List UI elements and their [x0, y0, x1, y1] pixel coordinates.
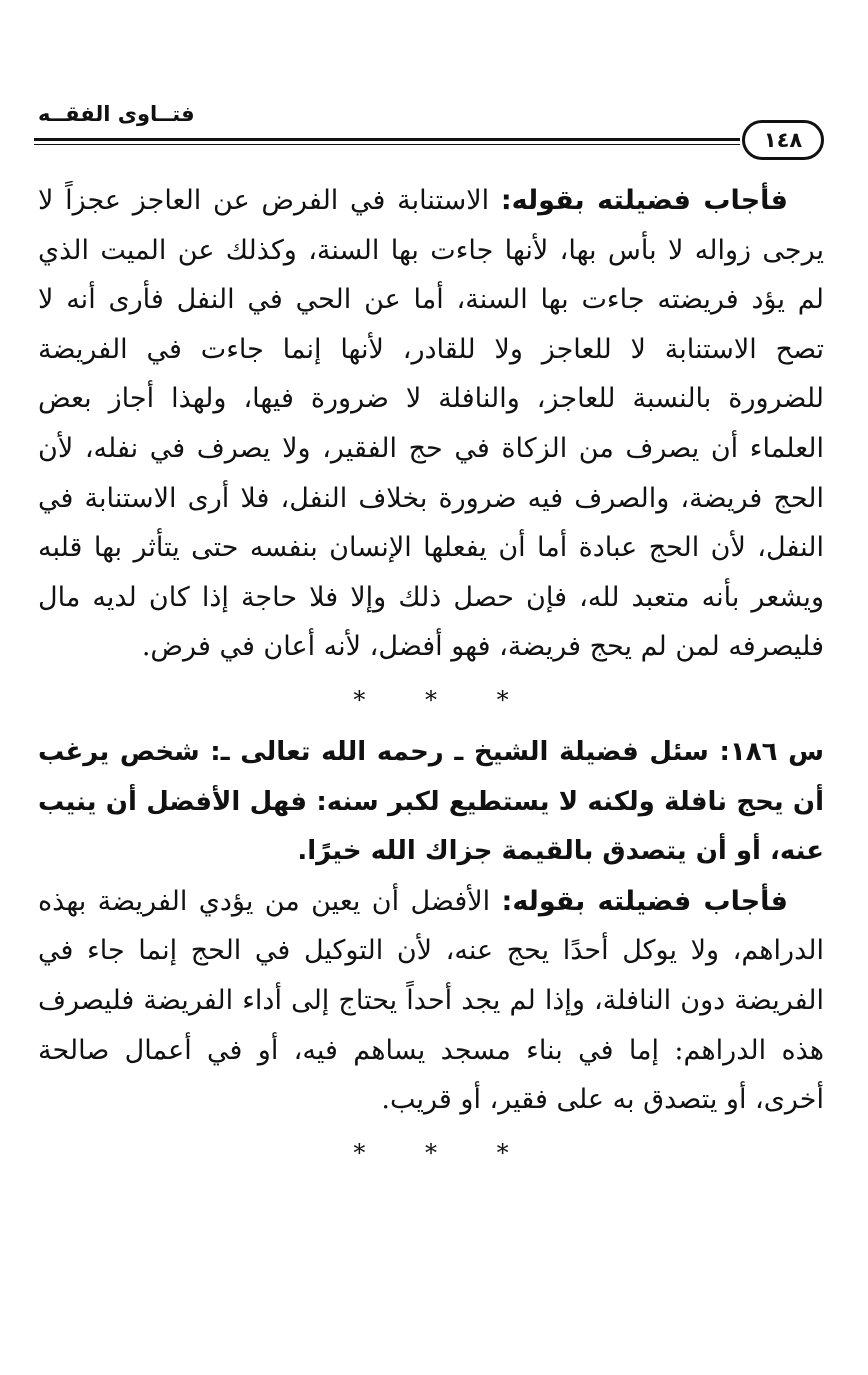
page-header [34, 96, 824, 156]
header-rule [34, 138, 740, 141]
answer-lead-2: فأجاب فضيلته بقوله: [501, 885, 788, 917]
answer-lead: فأجاب فضيلته بقوله: [500, 185, 788, 216]
section-separator: * * * [353, 685, 535, 714]
answer-paragraph-2 [38, 877, 824, 1125]
running-title: فتــاوى الفقــه [38, 102, 195, 126]
page-body [38, 176, 824, 1181]
section-separator-2: * * * [353, 1138, 535, 1167]
question-text: سئل فضيلة الشيخ ـ رحمه الله تعالى ـ: شخص يرغب أن يحج نافلة ولكنه لا يستطيع لكبر سنه: فهل الأفضل أن ينيب عنه، أو أن يتصدق بالقيمة جزاك الله خيرًا. [38, 736, 824, 867]
header-rule-thin [34, 144, 740, 145]
answer-text: الاستنابة في الفرض عن العاجز عجزاً لا يرجى زواله لا بأس بها، لأنها جاءت بها السنة، وكذلك عن الميت الذي لم يؤد فريضته جاءت بها السنة، أما عن الحي في النفل فأرى أنه لا تصح الاستنابة لا للعاجز ولا للقادر، لأنها إنما جاءت في الفريضة للضرورة بالنسبة للعاجز، والنافلة لا ضرورة فيها، ولهذا أجاز بعض العلماء أن يصرف من الزكاة في حج الفقير، ولا يصرف في نفله، لأن الحج فريضة، والصرف فيه ضرورة بخلاف النفل، فلا أرى الاستنابة في النفل، لأن الحج عبادة أما أن يفعلها الإنسان بنفسه حتى يتأثر بها قلبه ويشعر بأنه متعبد لله، فإن حصل ذلك وإلا فلا حاجة إذا كان لديه مال فليصرفه لمن لم يحج فريضة، فهو أفضل، لأنه أعان في فرض. [38, 185, 824, 663]
answer-text-2: الأفضل أن يعين من يؤدي الفريضة بهذه الدراهم، ولا يوكل أحدًا يحج عنه، لأن التوكيل في الحج إنما جاء في الفريضة دون النافلة، وإذا لم يجد أحداً يحتاج إلى أداء الفريضة فليصرف هذه الدراهم: إما في بناء مسجد يساهم فيه، أو في أعمال صالحة أخرى، أو يتصدق به على فقير، أو قريب. [38, 885, 825, 1116]
question-number: س ١٨٦: [719, 736, 824, 767]
question-paragraph [38, 728, 824, 877]
answer-paragraph [38, 176, 824, 672]
page-number: ١٤٨ [742, 120, 824, 160]
